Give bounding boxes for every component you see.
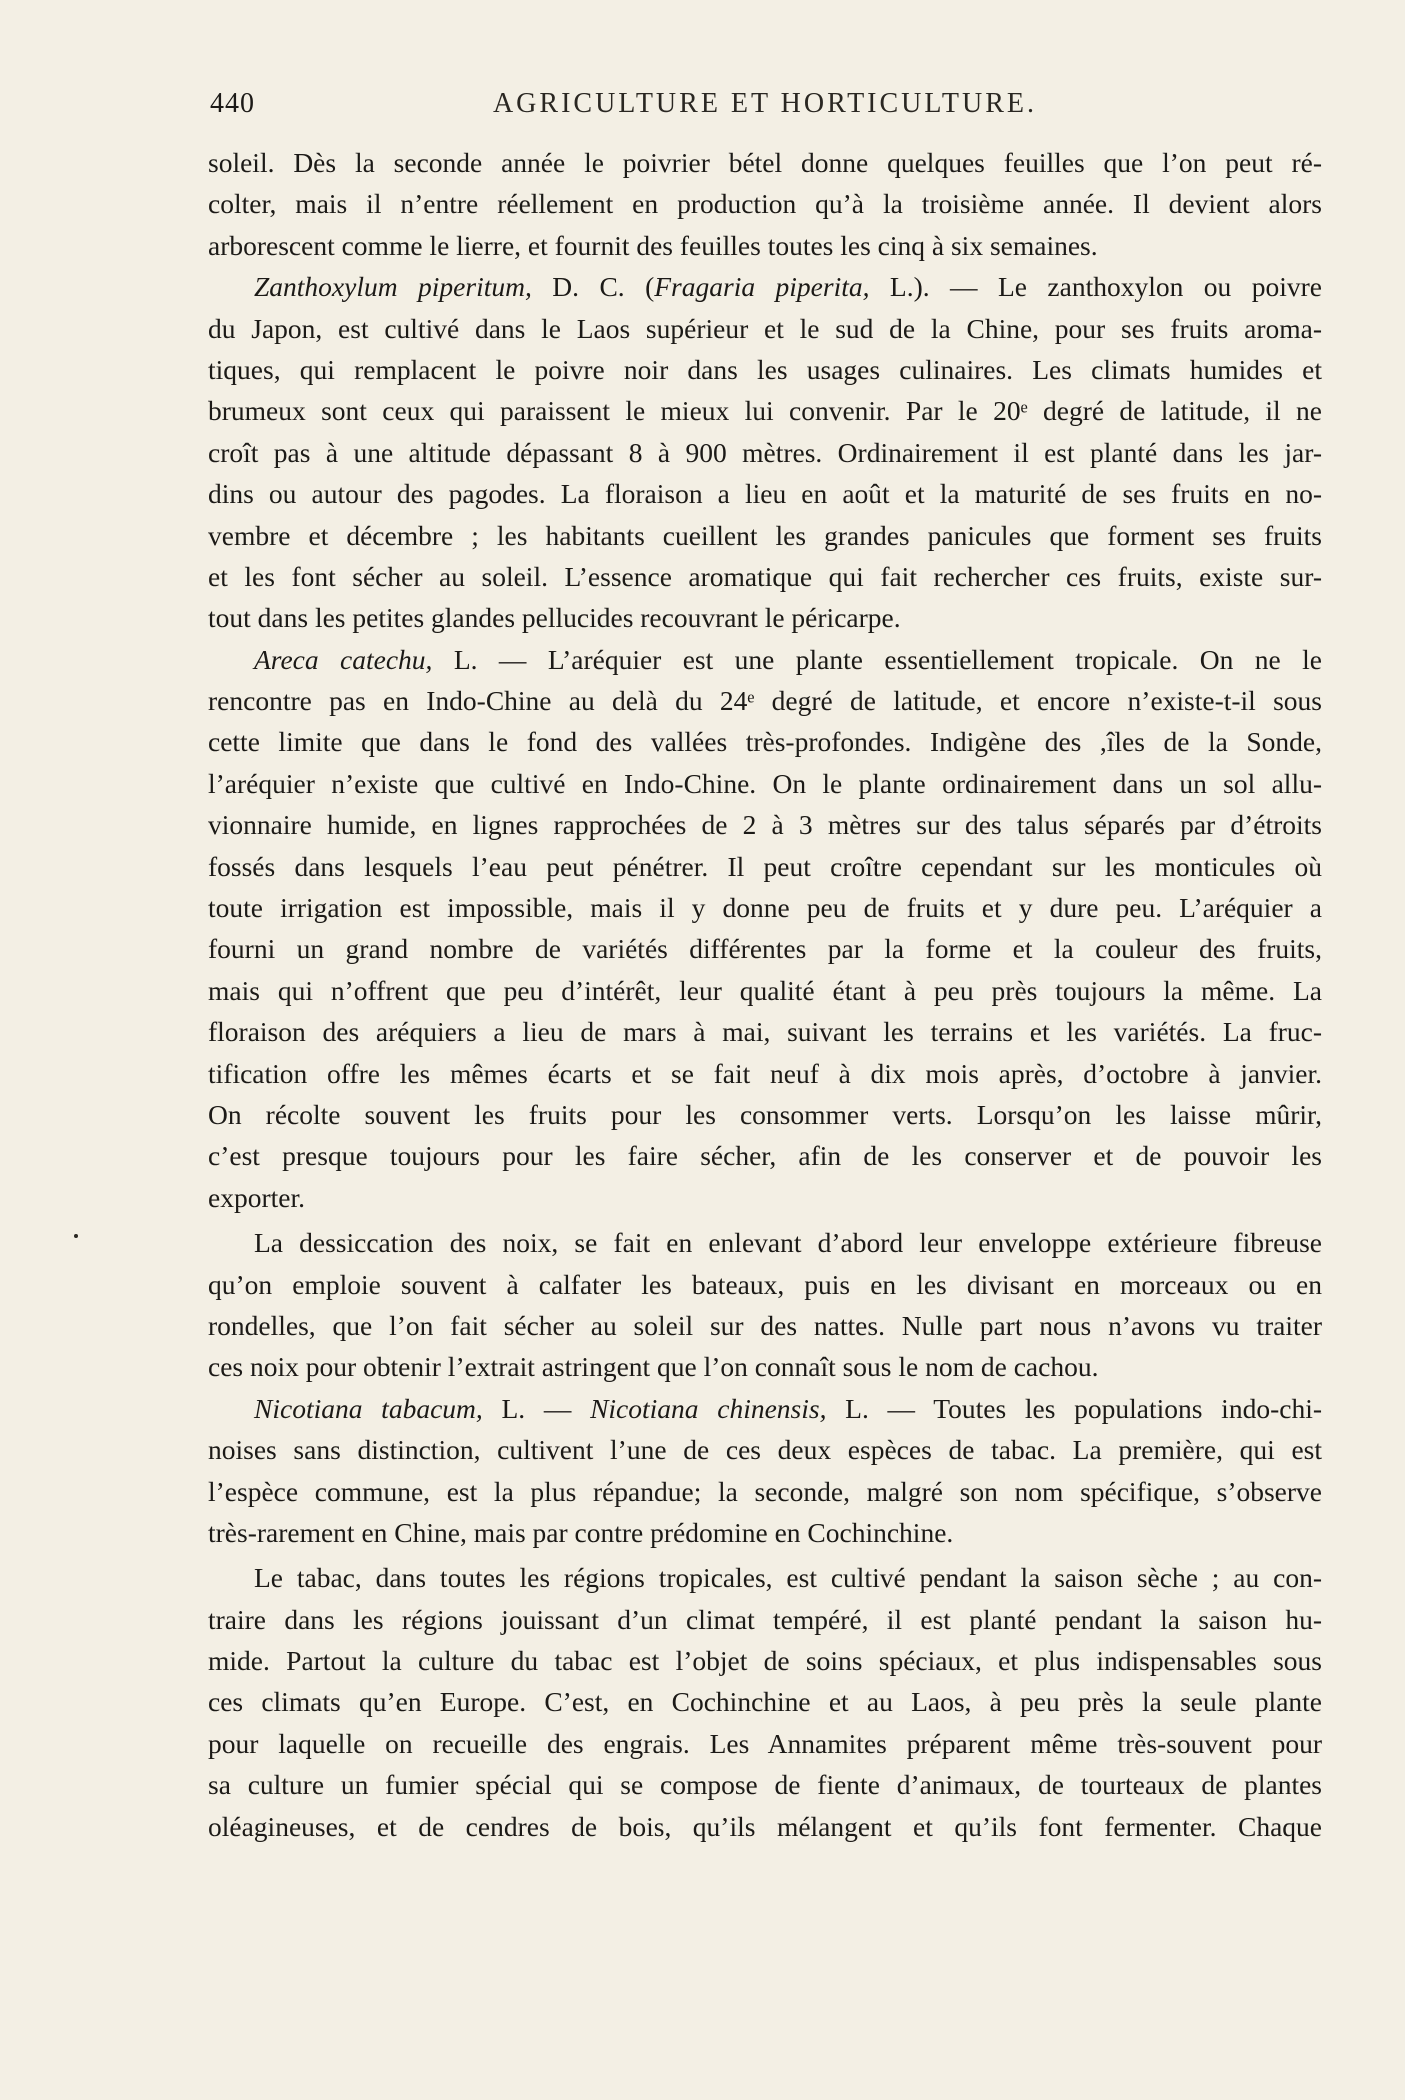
text-line: mais qui n’offrent que peu d’intérêt, leur qualité étant à peu près toujours la même. La bbox=[208, 974, 1322, 1006]
species-synonym: Fragaria piperita, bbox=[654, 271, 870, 303]
text-line: floraison des aréquiers a lieu de mars à mai, suivant les terrains et les variétés. La fruc- bbox=[208, 1016, 1322, 1048]
text-line: ces noix pour obtenir l’extrait astringent que l’on connaît sous le nom de cachou. bbox=[208, 1351, 1099, 1383]
text-line: toute irrigation est impossible, mais il y donne peu de fruits et y dure peu. L’aréquier a bbox=[208, 892, 1322, 924]
text-line: rencontre pas en Indo-Chine au delà du 24ᵉ degré de latitude, et encore n’existe-t-il sous bbox=[208, 685, 1322, 717]
margin-mark bbox=[74, 1234, 78, 1238]
text-line: du Japon, est cultivé dans le Laos supérieur et le sud de la Chine, pour ses fruits aroma- bbox=[208, 312, 1322, 344]
text-line: très-rarement en Chine, mais par contre prédomine en Cochinchine. bbox=[208, 1516, 954, 1548]
text-line: rondelles, que l’on fait sécher au soleil sur des nattes. Nulle part nous n’avons vu traiter bbox=[208, 1309, 1322, 1341]
text-line: mide. Partout la culture du tabac est l’objet de soins spéciaux, et plus indispensables sous bbox=[208, 1645, 1322, 1677]
species-name: Nicotiana chinensis, bbox=[590, 1392, 827, 1424]
text-line: sa culture un fumier spécial qui se compose de fiente d’animaux, de tourteaux de plantes bbox=[208, 1769, 1322, 1801]
text-line: ces climats qu’en Europe. C’est, en Cochinchine et au Laos, à peu près la seule plante bbox=[208, 1686, 1322, 1718]
text-segment: L.). — Le zanthoxylon ou poivre bbox=[869, 271, 1322, 303]
text-line: La dessiccation des noix, se fait en enlevant d’abord leur enveloppe extérieure fibreuse bbox=[254, 1227, 1322, 1259]
text-line-zanthoxylum bbox=[208, 266, 1322, 307]
page-number: 440 bbox=[210, 88, 255, 119]
running-title: AGRICULTURE ET HORTICULTURE. bbox=[492, 88, 1038, 119]
body-text bbox=[208, 142, 1322, 1847]
text-line: traire dans les régions jouissant d’un climat tempéré, il est planté pendant la saison hu- bbox=[208, 1603, 1322, 1635]
text-line: vembre et décembre ; les habitants cueillent les grandes panicules que forment ses fruits bbox=[208, 519, 1322, 551]
text-line: noises sans distinction, cultivent l’une de ces deux espèces de tabac. La première, qui est bbox=[208, 1434, 1322, 1466]
species-name: Nicotiana tabacum, bbox=[254, 1392, 483, 1424]
text-line: pour laquelle on recueille des engrais. Les Annamites préparent même très-souvent pour bbox=[208, 1727, 1322, 1759]
text-line: tout dans les petites glandes pellucides recouvrant le péricarpe. bbox=[208, 602, 901, 634]
species-name: Zanthoxylum piperitum, bbox=[254, 271, 532, 303]
text-segment: L. — Toutes les populations indo-chi- bbox=[826, 1392, 1322, 1424]
text-line: l’espèce commune, est la plus répandue; la seconde, malgré son nom spécifique, s’observe bbox=[208, 1475, 1322, 1507]
text-line: cette limite que dans le fond des vallées très-profondes. Indigène des ,îles de la Sonde, bbox=[208, 726, 1322, 758]
text-line: Le tabac, dans toutes les régions tropicales, est cultivé pendant la saison sèche ; au con- bbox=[254, 1562, 1322, 1594]
text-line: brumeux sont ceux qui paraissent le mieux lui convenir. Par le 20ᵉ degré de latitude, il ne bbox=[208, 395, 1322, 427]
text-line: exporter. bbox=[208, 1181, 305, 1213]
text-segment: L. — bbox=[482, 1392, 591, 1424]
text-segment: D. C. ( bbox=[531, 271, 655, 303]
text-line: et les font sécher au soleil. L’essence aromatique qui fait rechercher ces fruits, existe sur- bbox=[208, 560, 1322, 592]
text-line: fossés dans lesquels l’eau peut pénétrer. Il peut croître cependant sur les monticules où bbox=[208, 850, 1322, 882]
text-line: l’aréquier n’existe que cultivé en Indo-Chine. On le plante ordinairement dans un sol allu- bbox=[208, 767, 1322, 799]
text-line: fourni un grand nombre de variétés différentes par la forme et la couleur des fruits, bbox=[208, 933, 1322, 965]
running-head bbox=[210, 88, 1320, 128]
text-line: qu’on emploie souvent à calfater les bateaux, puis en les divisant en morceaux ou en bbox=[208, 1268, 1322, 1300]
text-line: c’est presque toujours pour les faire sécher, afin de les conserver et de pouvoir les bbox=[208, 1140, 1322, 1172]
text-line: vionnaire humide, en lignes rapprochées de 2 à 3 mètres sur des talus séparés par d’étroits bbox=[208, 809, 1322, 841]
text-line: tification offre les mêmes écarts et se fait neuf à dix mois après, d’octobre à janvier. bbox=[208, 1057, 1322, 1089]
text-segment: L. — L’aréquier est une plante essentiellement tropicale. On ne le bbox=[432, 643, 1322, 675]
text-line: croît pas à une altitude dépassant 8 à 900 mètres. Ordinairement il est planté dans les jar- bbox=[208, 436, 1322, 468]
text-line: colter, mais il n’entre réellement en production qu’à la troisième année. Il devient alors bbox=[208, 188, 1322, 220]
text-line-nicotiana bbox=[208, 1388, 1322, 1429]
text-line: oléagineuses, et de cendres de bois, qu’ils mélangent et qu’ils font fermenter. Chaque bbox=[208, 1810, 1322, 1842]
text-line-areca bbox=[208, 639, 1322, 680]
text-line: On récolte souvent les fruits pour les consommer verts. Lorsqu’on les laisse mûrir, bbox=[208, 1098, 1322, 1130]
text-line: dins ou autour des pagodes. La floraison a lieu en août et la maturité de ses fruits en no- bbox=[208, 478, 1322, 510]
text-line: soleil. Dès la seconde année le poivrier bétel donne quelques feuilles que l’on peut ré- bbox=[208, 147, 1322, 178]
species-name: Areca catechu, bbox=[254, 643, 433, 675]
text-line: tiques, qui remplacent le poivre noir dans les usages culinaires. Les climats humides et bbox=[208, 353, 1322, 385]
text-line: arborescent comme le lierre, et fournit des feuilles toutes les cinq à six semaines. bbox=[208, 229, 1098, 261]
